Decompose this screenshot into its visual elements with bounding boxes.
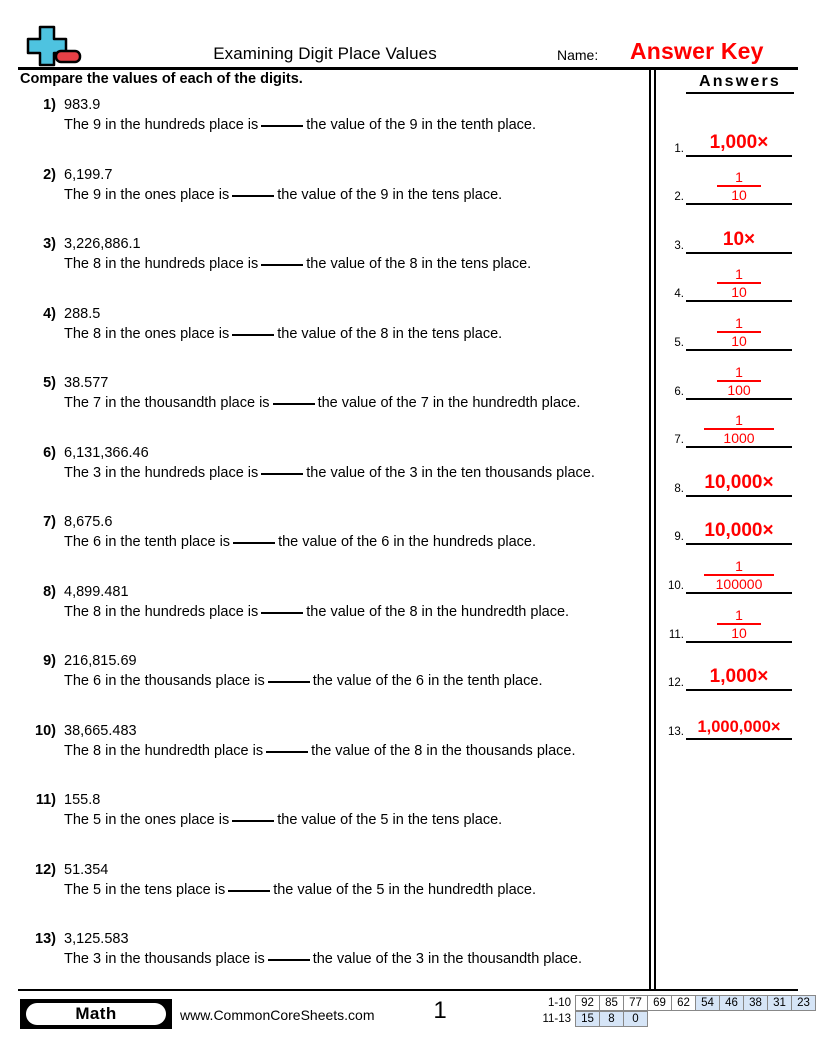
question-item xyxy=(20,514,640,584)
question-number: 6) xyxy=(43,444,56,461)
prompt-before-blank: The 8 in the hundreds place is xyxy=(64,256,259,272)
answer-fraction xyxy=(686,608,792,641)
fraction-numerator: 1 xyxy=(735,314,743,331)
prompt-before-blank: The 6 in the tenth place is xyxy=(64,534,231,550)
answer-item xyxy=(660,205,800,254)
prompt-after-blank: the value of the 8 in the tens place. xyxy=(306,256,532,272)
answer-index: 4. xyxy=(674,288,684,301)
prompt-after-blank: the value of the 6 in the tenth place. xyxy=(312,673,543,689)
question-prompt xyxy=(64,743,576,759)
answer-index: 5. xyxy=(674,336,684,349)
question-number: 10) xyxy=(35,722,56,739)
prompt-before-blank: The 8 in the hundreds place is xyxy=(64,603,259,620)
prompt-after-blank: the value of the 5 in the tens place. xyxy=(277,812,503,828)
answer-blank[interactable] xyxy=(233,542,275,544)
prompt-before-blank: The 5 in the ones place is xyxy=(64,812,230,828)
answer-index: 7. xyxy=(674,434,684,447)
prompt-before-blank: The 9 in the ones place is xyxy=(64,186,230,203)
instruction-text: Compare the values of each of the digits. xyxy=(20,71,303,87)
question-value: 51.354 xyxy=(64,861,109,878)
prompt-before-blank: The 3 in the thousands place is xyxy=(64,951,265,967)
question-value: 3,226,886.1 xyxy=(64,236,141,252)
question-item xyxy=(20,306,640,376)
prompt-after-blank: the value of the 9 in the tens place. xyxy=(277,186,503,203)
answer-key-label: Answer Key xyxy=(630,38,764,64)
question-prompt xyxy=(64,812,502,828)
score-cell: 8 xyxy=(599,1011,624,1027)
answer-blank[interactable] xyxy=(261,264,303,266)
answer-value: 10,000× xyxy=(704,520,774,542)
prompt-after-blank: the value of the 3 in the ten thousands place. xyxy=(306,464,595,481)
question-value: 3,125.583 xyxy=(64,931,129,947)
divider-line-right xyxy=(654,70,656,990)
answers-heading: Answers xyxy=(686,73,794,94)
fraction-denominator: 100 xyxy=(727,381,751,398)
prompt-before-blank: The 3 in the hundreds place is xyxy=(64,464,259,481)
answer-blank[interactable] xyxy=(232,820,274,822)
fraction-denominator: 1000 xyxy=(723,430,755,447)
score-cells xyxy=(576,1011,648,1027)
answer-fraction xyxy=(686,365,792,398)
answer-fraction xyxy=(686,316,792,349)
score-cell: 54 xyxy=(695,995,720,1011)
question-number: 12) xyxy=(35,861,56,878)
question-number: 4) xyxy=(43,305,56,322)
answer-value: 10,000× xyxy=(704,471,774,493)
answer-item xyxy=(660,497,800,546)
score-cell: 23 xyxy=(791,995,816,1011)
divider-line-left xyxy=(649,70,651,990)
page-title: Examining Digit Place Values xyxy=(213,44,437,63)
answer-index: 9. xyxy=(674,531,684,544)
answer-blank[interactable] xyxy=(266,751,308,753)
answer-index: 12. xyxy=(668,677,684,690)
question-number: 3) xyxy=(43,236,56,252)
question-prompt xyxy=(64,465,595,481)
answer-index: 2. xyxy=(674,191,684,204)
answer-fraction xyxy=(686,559,792,592)
answer-value: 1,000× xyxy=(709,666,769,688)
answer-index: 11. xyxy=(668,628,684,641)
answer-item xyxy=(660,400,800,449)
fraction-denominator: 10 xyxy=(731,187,747,204)
prompt-after-blank: the value of the 3 in the thousandth place. xyxy=(312,951,582,967)
answer-blank[interactable] xyxy=(268,681,310,683)
answer-blank[interactable] xyxy=(261,473,303,475)
answer-index: 1. xyxy=(674,142,684,155)
question-value: 8,675.6 xyxy=(64,514,113,530)
answer-blank[interactable] xyxy=(273,403,315,405)
question-prompt xyxy=(64,534,536,550)
answer-value: 1,000,000× xyxy=(697,717,781,736)
question-number: 5) xyxy=(43,375,56,391)
question-value: 38,665.483 xyxy=(64,722,137,739)
question-value: 6,131,366.46 xyxy=(64,444,149,461)
question-number: 7) xyxy=(43,514,56,530)
plus-minus-logo-icon xyxy=(22,25,84,69)
answer-fraction xyxy=(686,170,792,203)
question-value: 38.577 xyxy=(64,375,109,391)
question-item xyxy=(20,167,640,237)
score-cell: 46 xyxy=(719,995,744,1011)
question-prompt xyxy=(64,187,502,203)
site-url: www.CommonCoreSheets.com xyxy=(180,1007,375,1023)
prompt-before-blank: The 9 in the hundreds place is xyxy=(64,117,259,133)
fraction-denominator: 100000 xyxy=(715,575,763,592)
answer-value: 1,000× xyxy=(709,131,769,153)
name-label: Name: xyxy=(557,47,599,63)
question-item xyxy=(20,653,640,723)
page-number: 1 xyxy=(433,997,447,1024)
answer-index: 8. xyxy=(674,482,684,495)
fraction-numerator: 1 xyxy=(735,363,743,380)
question-prompt xyxy=(64,604,569,620)
answer-item xyxy=(660,448,800,497)
score-cell: 85 xyxy=(599,995,624,1011)
fraction-numerator: 1 xyxy=(735,412,743,429)
prompt-before-blank: The 6 in the thousands place is xyxy=(64,673,265,689)
score-cell: 62 xyxy=(671,995,696,1011)
answer-index: 3. xyxy=(674,239,684,252)
score-cells xyxy=(576,995,816,1011)
question-prompt xyxy=(64,882,536,898)
score-row-label: 1-10 xyxy=(547,997,571,1009)
score-cell: 92 xyxy=(575,995,600,1011)
question-prompt xyxy=(64,256,531,272)
answer-index: 10. xyxy=(668,579,684,592)
answer-item xyxy=(660,691,800,740)
score-cell: 77 xyxy=(623,995,648,1011)
question-value: 155.8 xyxy=(64,792,101,808)
question-value: 6,199.7 xyxy=(64,166,113,183)
answer-item xyxy=(660,254,800,303)
prompt-before-blank: The 7 in the thousandth place is xyxy=(64,395,270,411)
question-number: 9) xyxy=(43,653,56,669)
fraction-numerator: 1 xyxy=(735,557,743,574)
prompt-after-blank: the value of the 6 in the hundreds place. xyxy=(278,534,537,550)
fraction-denominator: 10 xyxy=(731,624,747,641)
score-row xyxy=(528,995,816,1011)
answer-blank[interactable] xyxy=(261,612,303,614)
score-row xyxy=(528,1011,816,1027)
question-item xyxy=(20,862,640,932)
question-item xyxy=(20,445,640,515)
answer-item xyxy=(660,545,800,594)
question-number: 11) xyxy=(35,792,56,808)
answer-index: 6. xyxy=(674,385,684,398)
fraction-numerator: 1 xyxy=(735,266,743,283)
prompt-after-blank: the value of the 5 in the hundredth place. xyxy=(273,881,537,898)
answer-blank[interactable] xyxy=(232,334,274,336)
question-prompt xyxy=(64,326,502,342)
question-prompt xyxy=(64,673,542,689)
question-prompt xyxy=(64,395,580,411)
question-list xyxy=(20,97,640,1001)
answer-blank[interactable] xyxy=(268,959,310,961)
answer-item xyxy=(660,594,800,643)
question-value: 983.9 xyxy=(64,97,101,113)
answer-item xyxy=(660,302,800,351)
answer-item xyxy=(660,351,800,400)
question-item xyxy=(20,584,640,654)
score-cell: 15 xyxy=(575,1011,600,1027)
answer-fraction xyxy=(686,267,792,300)
score-cell: 69 xyxy=(647,995,672,1011)
question-prompt xyxy=(64,951,582,967)
prompt-after-blank: the value of the 7 in the hundredth place. xyxy=(317,395,581,411)
page-header xyxy=(0,0,816,68)
score-table xyxy=(528,995,816,1027)
question-item xyxy=(20,236,640,306)
column-divider xyxy=(649,70,656,990)
answer-list xyxy=(660,108,800,740)
prompt-before-blank: The 8 in the hundredth place is xyxy=(64,742,264,759)
question-value: 288.5 xyxy=(64,305,101,322)
answer-fraction xyxy=(686,413,792,446)
answer-line xyxy=(686,738,792,740)
answer-item xyxy=(660,157,800,206)
score-row-label: 11-13 xyxy=(542,1013,571,1025)
prompt-after-blank: the value of the 9 in the tenth place. xyxy=(306,117,537,133)
answer-index: 13. xyxy=(668,725,684,738)
fraction-numerator: 1 xyxy=(735,169,743,186)
subject-label: Math xyxy=(26,1003,166,1025)
answer-blank[interactable] xyxy=(228,890,270,892)
question-item xyxy=(20,375,640,445)
question-item xyxy=(20,723,640,793)
question-number: 1) xyxy=(43,97,56,113)
question-number: 13) xyxy=(35,931,56,947)
score-cell: 0 xyxy=(623,1011,648,1027)
answer-item xyxy=(660,643,800,692)
question-number: 2) xyxy=(43,166,56,183)
fraction-denominator: 10 xyxy=(731,284,747,301)
header-divider xyxy=(18,67,798,70)
prompt-before-blank: The 8 in the ones place is xyxy=(64,325,230,342)
question-item xyxy=(20,792,640,862)
question-number: 8) xyxy=(43,583,56,600)
prompt-after-blank: the value of the 8 in the thousands place. xyxy=(311,742,576,759)
answer-blank[interactable] xyxy=(232,195,274,197)
score-cell: 31 xyxy=(767,995,792,1011)
prompt-after-blank: the value of the 8 in the tens place. xyxy=(277,325,503,342)
question-item xyxy=(20,97,640,167)
subject-badge xyxy=(20,999,172,1029)
question-prompt xyxy=(64,117,536,133)
fraction-numerator: 1 xyxy=(735,606,743,623)
score-cell: 38 xyxy=(743,995,768,1011)
fraction-denominator: 10 xyxy=(731,332,747,349)
prompt-before-blank: The 5 in the tens place is xyxy=(64,881,226,898)
prompt-after-blank: the value of the 8 in the hundredth place. xyxy=(306,603,570,620)
footer-divider xyxy=(18,989,798,991)
question-value: 216,815.69 xyxy=(64,653,137,669)
answer-item xyxy=(660,108,800,157)
answer-value: 10× xyxy=(722,228,756,250)
question-value: 4,899.481 xyxy=(64,583,129,600)
answer-blank[interactable] xyxy=(261,125,303,127)
